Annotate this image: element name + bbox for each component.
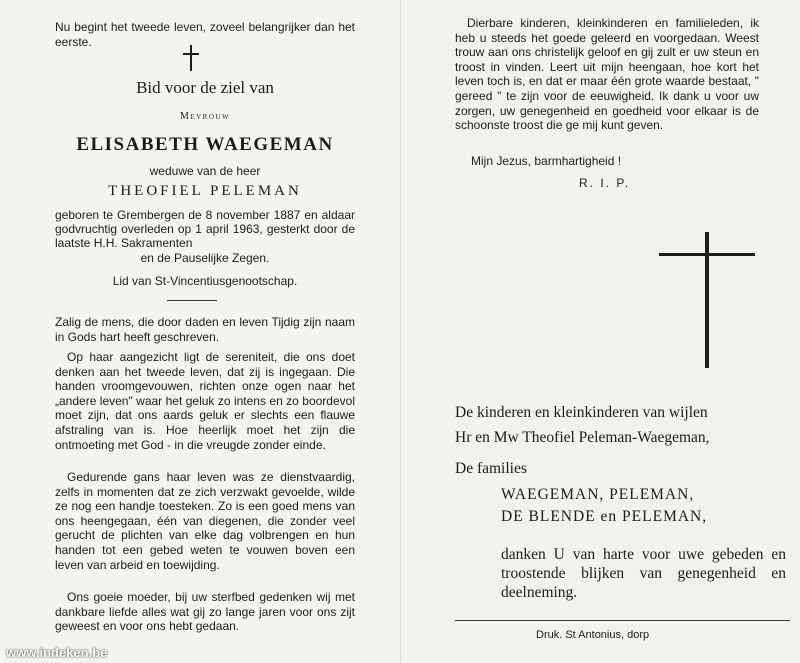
family-line-2: DE BLENDE en PELEMAN, [501,508,708,525]
rip-text: R. I. P. [579,176,631,190]
large-cross-icon [659,232,755,368]
paragraph-life: Gedurende gans haar leven was ze dienstvaardig, zelfs in momenten dat ze zich verzwakt gevoelde, wilde ze nog een handje toesteken. Zo is een goed mens van ons heengegaan, één van diegenen, die zonder veel gerucht de plichten van elke dag volbrengen en hun handen tot een gebed weten te vouwen boven een leven van arbeid en toewijding. [55,470,355,572]
thanks-line-2: Hr en Mw Theofiel Peleman-Waegeman, [455,429,710,446]
printer-credit: Druk. St Antonius, dorp [536,629,650,641]
family-line-1: WAEGEMAN, PELEMAN, [501,486,695,503]
cross-icon [182,45,200,71]
membership: Lid van St-Vincentiusgenootschap. [112,274,298,288]
verse: Zalig de mens, die door daden en leven Tijdig zijn naam in Gods hart heeft geschreven. [55,315,355,344]
footer-rule [455,620,790,621]
prayer-heading: Bid voor de ziel van [136,78,274,97]
paragraph-mother: Ons goeie moeder, bij uw sterfbed gedenken wij met dankbare liefde alles wat gij zo lange jaren voor ons zijt geweest en voor ons hebt gedaan. [55,590,355,634]
invocation: Mijn Jezus, barmhartigheid ! [471,154,622,168]
separator [167,300,217,301]
opening-quote: Nu begint het tweede leven, zoveel belangrijker dan het eerste. [55,20,355,49]
deceased-name: ELISABETH WAEGEMAN [76,134,334,155]
parting-message: Dierbare kinderen, kleinkinderen en familieleden, ik heb u steeds het goede geleerd en voorgedaan. Weest trouw aan ons christelijk geloof en gij zult er uw steun en troost in vinden. Leert uit mijn heengaan, hoe kort het leven toch is, en dat er maar één grote waarde bestaat, " gereed " te zijn voor de eeuwigheid. Ik dank u voor uw zorgen, uw genegenheid en goedheid voor elkaar is de schoonste troost die ge mij kunt geven. [455,16,759,133]
thanks-line-1: De kinderen en kleinkinderen van wijlen [455,404,708,421]
biography-end: en de Pauselijke Zegen. [140,251,270,265]
families-label: De families [455,460,527,477]
biography: geboren te Grembergen de 8 november 1887 en aldaar godvruchtig overleden op 1 april 1963, gesterkt door de laatste H.H. Sakramenten [55,208,355,250]
paragraph-serenity: Op haar aangezicht ligt de sereniteit, die ons doet denken aan het tweede leven, dat zij is ingegaan. Die handen vroomgevouwen, richten onze ogen naar het „andere leven" waar het geluk zo intens en zo boordevol moet zijn, dat ons aards geluk er slechts een flauwe afstraling van is. Hoe heerlijk moet het zijn die ontmoeting met God - in die vreugde zonder einde. [55,350,355,452]
gratitude-text: danken U van harte voor uwe gebeden en troostende blijken van genegenheid en deelneming. [501,546,786,601]
spouse-name: THEOFIEL PELEMAN [108,183,302,199]
title-prefix: Mevrouw [179,111,231,122]
relation-text: weduwe van de heer [149,164,261,178]
watermark: www.indeken.be [6,645,108,660]
